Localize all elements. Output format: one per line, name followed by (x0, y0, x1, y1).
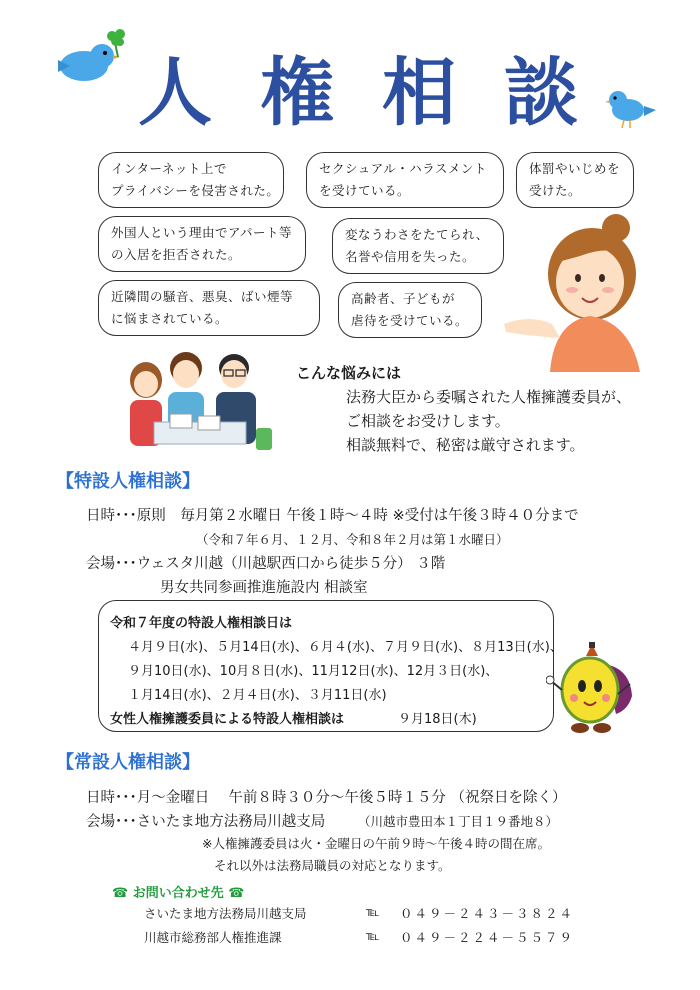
bubble-text: に悩まされている。 (111, 311, 229, 326)
bubble-text: 虐待を受けている。 (351, 313, 469, 328)
bird-with-clover-illustration (54, 26, 134, 88)
contact-phone: ０４９－２４３－３８２４ (400, 906, 575, 921)
bubble-text: を受けている。 (319, 183, 411, 198)
phone-icon: ☎ (112, 886, 129, 901)
speech-bubble (306, 152, 504, 208)
bubble-text: 近隣間の騒音、悪臭、ばい煙等 (111, 289, 294, 304)
bubble-text: プライバシーを侵害された。 (111, 183, 280, 198)
contact-heading (112, 882, 244, 901)
tel-label: ℡ (366, 928, 380, 943)
title-char: 談 (504, 50, 578, 136)
speech-bubble (98, 216, 306, 272)
speech-bubble (98, 280, 320, 336)
regular-note: ※人権擁護委員は火・金曜日の午前９時～午後４時の間在席。 (202, 836, 550, 851)
bubble-text: 名誉や信用を失った。 (345, 249, 476, 264)
dates-line: １月14日(水)、２月４日(水)、３月11日(水) (128, 688, 387, 703)
dates-line: ９月10日(水)、10月８日(水)、11月12日(水)、12月３日(水)、 (128, 664, 499, 679)
bubble-text: セクシュアル・ハラスメント (319, 161, 487, 176)
bubble-text: 外国人という理由でアパート等 (111, 225, 293, 240)
bubble-text: 変なうわさをたてられ、 (345, 227, 489, 242)
special-datetime: 日時･･･原則 毎月第２水曜日 午後１時～４時 ※受付は午後３時４０分まで (86, 508, 579, 524)
title-char: 相 (382, 50, 456, 136)
regular-venue-address: （川越市豊田本１丁目１９番地８） (358, 814, 559, 829)
bubble-text: の入居を拒否された。 (111, 247, 242, 262)
contact-heading-text: お問い合わせ先 (132, 886, 224, 901)
title-char: 人 (138, 50, 212, 136)
speech-bubble (338, 282, 482, 338)
bubble-text: 受けた。 (529, 183, 582, 198)
intro-line: ご相談をお受けします。 (346, 412, 510, 430)
dates-box-title: 令和７年度の特設人権相談日は (110, 616, 293, 631)
speech-bubble (332, 218, 504, 274)
women-consultation-date: ９月18日(木) (398, 712, 477, 727)
special-venue-detail: 男女共同参画推進施設内 相談室 (160, 580, 368, 596)
contact-phone: ０４９－２２４－５５７９ (400, 930, 575, 945)
consultation-illustration (124, 344, 274, 452)
phone-icon: ☎ (228, 886, 245, 901)
dates-line: ４月９日(水)、５月14日(水)、６月４(水)、７月９日(水)、８月13日(水)、 (128, 640, 563, 655)
regular-consultation-heading: 【常設人権相談】 (56, 752, 200, 773)
contact-name: 川越市総務部人権推進課 (144, 930, 282, 945)
regular-venue: 会場･･･さいたま地方法務局川越支局 (86, 814, 326, 830)
tel-label: ℡ (366, 904, 380, 919)
intro-line: 相談無料で、秘密は厳守されます。 (346, 436, 585, 454)
contact-name: さいたま地方法務局川越支局 (144, 906, 307, 921)
special-consultation-heading: 【特設人権相談】 (56, 471, 200, 492)
intro-line: 法務大臣から委嘱された人権擁護委員が、 (346, 388, 632, 406)
bubble-text: 高齢者、子どもが (351, 291, 456, 306)
special-datetime-note: （令和７年６月、１２月、令和８年２月は第１水曜日） (196, 532, 509, 547)
women-consultation-label: 女性人権擁護委員による特設人権相談は (110, 712, 345, 727)
special-venue: 会場･･･ウェスタ川越（川越駅西口から徒歩５分） ３階 (86, 556, 446, 572)
bubble-text: インターネット上で (111, 161, 227, 176)
woman-presenter-illustration (500, 212, 660, 372)
intro-heading: こんな悩みには (296, 364, 402, 382)
bird-illustration (604, 86, 658, 130)
speech-bubble (516, 152, 634, 208)
mascot-illustration (546, 640, 638, 736)
page-title (138, 48, 578, 138)
regular-note: それ以外は法務局職員の対応となります。 (214, 858, 451, 873)
title-char: 権 (260, 50, 334, 136)
regular-datetime: 日時･･･月～金曜日 午前８時３０分～午後５時１５分 （祝祭日を除く） (86, 790, 567, 806)
bubble-text: 体罰やいじめを (529, 161, 621, 176)
speech-bubble (98, 152, 284, 208)
